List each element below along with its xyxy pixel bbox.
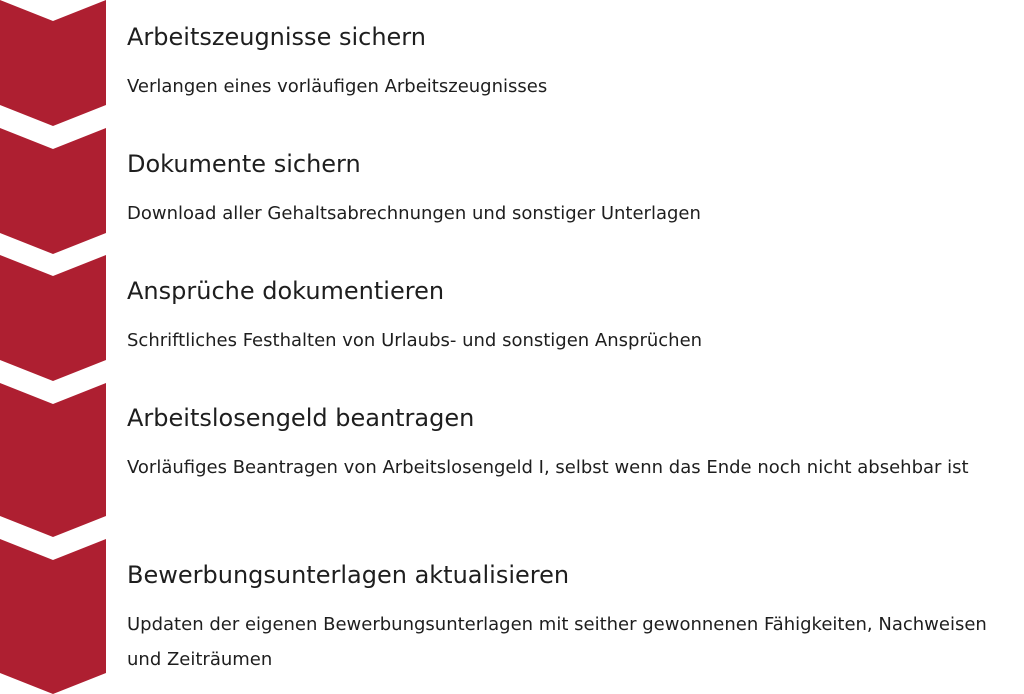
step-description: Vorläufiges Beantragen von Arbeitslosengeld I, selbst wenn das Ende noch nicht absehbar ist <box>127 457 969 478</box>
chevron-step-3 <box>0 255 106 381</box>
step-description: Verlangen eines vorläufigen Arbeitszeugnisses <box>127 76 548 97</box>
step-4 <box>127 403 1012 485</box>
step-5 <box>127 560 1012 677</box>
step-title: Arbeitslosengeld beantragen <box>127 404 475 432</box>
chevron-column <box>0 0 106 694</box>
step-description: Updaten der eigenen Bewerbungsunterlagen mit seither gewonnenen Fähigkeiten, Nachweisen und Zeiträumen <box>127 614 987 670</box>
step-1 <box>127 22 1012 104</box>
step-3 <box>127 276 1012 358</box>
chevron-step-2 <box>0 128 106 254</box>
step-title: Arbeitszeugnisse sichern <box>127 23 426 51</box>
chevron-step-4 <box>0 383 106 537</box>
step-title: Dokumente sichern <box>127 150 361 178</box>
step-description: Download aller Gehaltsabrechnungen und sonstiger Unterlagen <box>127 203 701 224</box>
step-description: Schriftliches Festhalten von Urlaubs- und sonstigen Ansprüchen <box>127 330 703 351</box>
chevron-step-5 <box>0 539 106 694</box>
step-2 <box>127 149 1012 231</box>
step-title: Bewerbungsunterlagen aktualisieren <box>127 561 570 589</box>
step-title: Ansprüche dokumentieren <box>127 277 445 305</box>
chevron-step-1 <box>0 0 106 126</box>
